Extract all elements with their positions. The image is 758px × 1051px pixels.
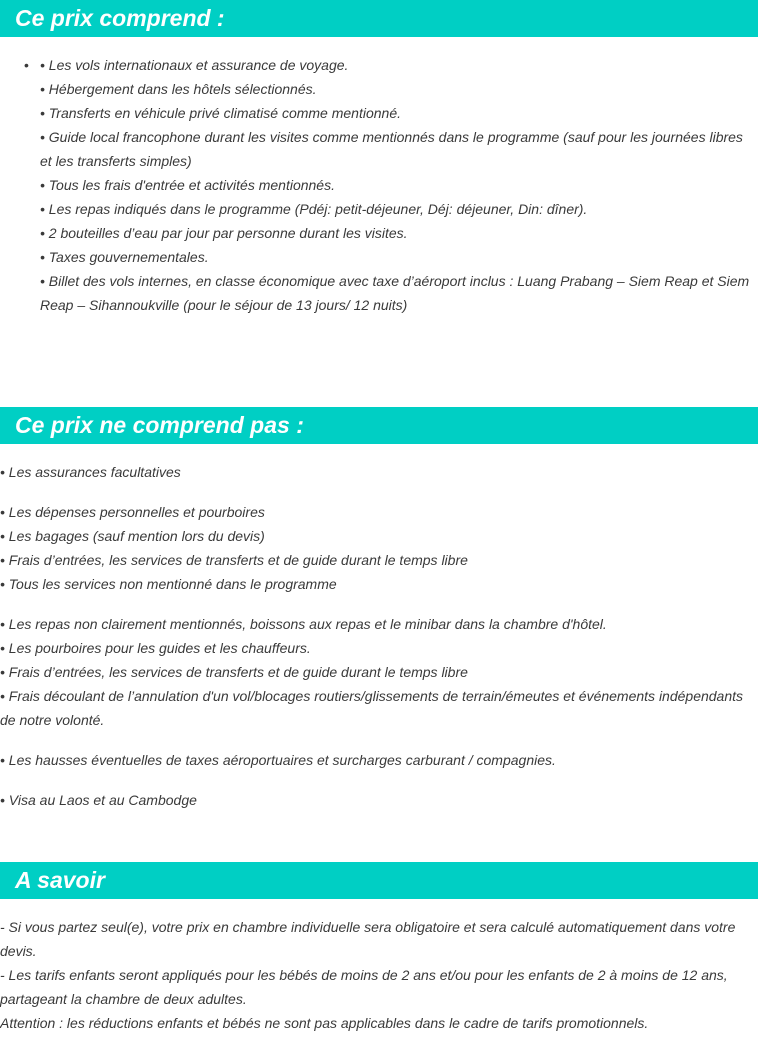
list-item: • Les pourboires pour les guides et les chauffeurs. xyxy=(0,640,311,656)
list-item: • Frais découlant de l’annulation d'un vol/blocages routiers/glissements de terrain/émeutes et événements indépendants de notre volonté. xyxy=(0,688,744,728)
good-to-know-text xyxy=(0,915,758,1035)
section-title-good-to-know: A savoir xyxy=(0,862,758,899)
not-included-list xyxy=(0,460,758,812)
list-item: • Les assurances facultatives xyxy=(0,464,181,480)
list-item: • Transferts en véhicule privé climatisé comme mentionné. xyxy=(40,105,402,121)
list-item: • Les bagages (sauf mention lors du devis) xyxy=(0,528,265,544)
list-item: • Billet des vols internes, en classe économique avec taxe d’aéroport inclus : Luang Prabang – Siem Reap et Siem Reap – Sihannoukville (pour le séjour de 13 jours/ 12 nuits) xyxy=(40,273,750,313)
list-item: • Guide local francophone durant les visites comme mentionnés dans le programme (sauf pour les journées libres et les transferts simples) xyxy=(40,129,743,169)
list-item: • Frais d’entrées, les services de transferts et de guide durant le temps libre xyxy=(0,552,468,568)
list-item: • Visa au Laos et au Cambodge xyxy=(0,792,197,808)
list-group xyxy=(0,788,758,812)
list-item: • Les repas indiqués dans le programme (Pdéj: petit-déjeuner, Déj: déjeuner, Din: dîner). xyxy=(40,201,588,217)
list-item: • Les repas non clairement mentionnés, boissons aux repas et le minibar dans la chambre d'hôtel. xyxy=(0,616,607,632)
section-title-included: Ce prix comprend : xyxy=(0,0,758,37)
list-item: • Les hausses éventuelles de taxes aéroportuaires et surcharges carburant / compagnies. xyxy=(0,752,556,768)
list-item: • Taxes gouvernementales. xyxy=(40,249,209,265)
list-item: • Les dépenses personnelles et pourboires xyxy=(0,504,265,520)
list-item: • Frais d’entrées, les services de transferts et de guide durant le temps libre xyxy=(0,664,468,680)
list-item: • Tous les services non mentionné dans le programme xyxy=(0,576,337,592)
info-line: - Les tarifs enfants seront appliqués pour les bébés de moins de 2 ans et/ou pour les enfants de 2 à moins de 12 ans, partageant la chambre de deux adultes. xyxy=(0,967,728,1007)
list-group xyxy=(0,612,758,732)
info-line: - Si vous partez seul(e), votre prix en chambre individuelle sera obligatoire et sera calculé automatiquement dans votre devis. xyxy=(0,919,736,959)
list-item: • Hébergement dans les hôtels sélectionnés. xyxy=(40,81,317,97)
list-group xyxy=(0,500,758,596)
list-bullet: • xyxy=(24,57,29,73)
list-group xyxy=(0,748,758,772)
included-list xyxy=(40,53,756,317)
list-item: • Tous les frais d'entrée et activités mentionnés. xyxy=(40,177,335,193)
section-title-not-included: Ce prix ne comprend pas : xyxy=(0,407,758,444)
info-line: Attention : les réductions enfants et bébés ne sont pas applicables dans le cadre de tarifs promotionnels. xyxy=(0,1015,649,1031)
list-group xyxy=(0,460,758,484)
list-item: • Les vols internationaux et assurance de voyage. xyxy=(40,57,349,73)
list-item: • 2 bouteilles d’eau par jour par personne durant les visites. xyxy=(40,225,408,241)
